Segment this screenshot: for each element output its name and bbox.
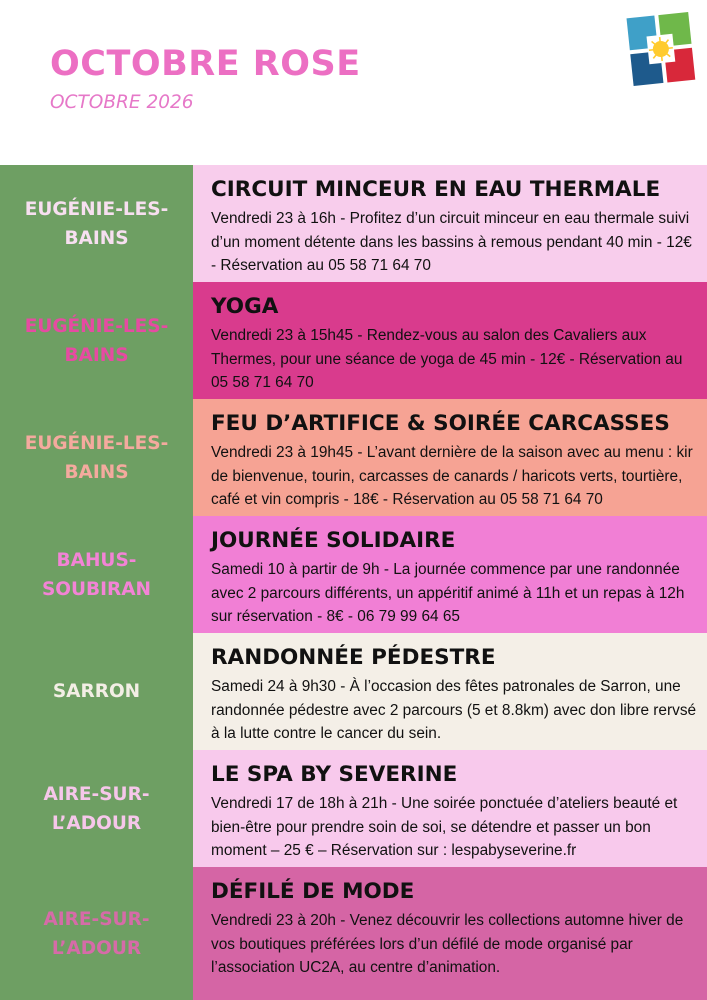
event-description: Samedi 10 à partir de 9h - La journée commence par une randonnée avec 2 parcours différents, un appéritif animé à 11h et un repas à 12h sur réservation - 8€ - 06 79 99 64 65 xyxy=(211,561,685,625)
logo xyxy=(626,11,696,89)
event-title: LE SPA BY SEVERINE xyxy=(211,762,458,787)
event-description: Vendredi 23 à 20h - Venez découvrir les collections automne hiver de vos boutiques préférées lors d’un défilé de mode organisé par l’association UC2A, au centre d’animation. xyxy=(211,912,684,976)
event-title: JOURNÉE SOLIDAIRE xyxy=(211,528,456,553)
event-place: SARRON xyxy=(52,681,141,702)
event-card xyxy=(193,633,707,750)
event-title: DÉFILÉ DE MODE xyxy=(211,879,415,904)
event-card xyxy=(193,165,707,282)
event-description: Vendredi 23 à 19h45 - L’avant dernière de la saison avec au menu : kir de bienvenue, tourin, carcasses de canards / haricots verts, tourtière, café et vin compris - 18€ - Réservation au 05 58 71 64 70 xyxy=(211,444,693,508)
event-place: AIRE-SUR-L’ADOUR xyxy=(43,908,150,959)
page-subtitle: OCTOBRE 2026 xyxy=(50,92,194,113)
event-card xyxy=(193,750,707,867)
event-description: Vendredi 23 à 16h - Profitez d’un circuit minceur en eau thermale suivi d’un moment détente dans les bassins à remous pendant 40 min - 12€ - Réservation au 05 58 71 64 70 xyxy=(211,210,692,274)
event-row xyxy=(0,750,707,867)
event-card xyxy=(193,399,707,516)
event-place: EUGÉNIE-LES-BAINS xyxy=(24,315,169,366)
event-card xyxy=(193,282,707,399)
event-description: Vendredi 17 de 18h à 21h - Une soirée ponctuée d’ateliers beauté et bien-être pour prendre soin de soi, se détendre et passer un bon moment – 25 € – Réservation sur : lespabyseverine.fr xyxy=(211,795,678,859)
event-place: AIRE-SUR-L’ADOUR xyxy=(43,783,150,834)
event-place: EUGÉNIE-LES-BAINS xyxy=(24,198,169,249)
event-row xyxy=(0,282,707,399)
event-row xyxy=(0,867,707,1000)
event-row xyxy=(0,399,707,516)
page-title: OCTOBRE ROSE xyxy=(50,44,361,84)
event-description: Samedi 24 à 9h30 - À l’occasion des fêtes patronales de Sarron, une randonnée pédestre avec 2 parcours (5 et 8.8km) avec don libre rervsé à la lutte contre le cancer du sein. xyxy=(211,678,697,742)
event-place: BAHUS-SOUBIRAN xyxy=(41,549,152,600)
event-description: Vendredi 23 à 15h45 - Rendez-vous au salon des Cavaliers aux Thermes, pour une séance de yoga de 45 min - 12€ - Réservation au 05 58 71 64 70 xyxy=(211,327,683,391)
event-title: YOGA xyxy=(211,294,279,319)
header xyxy=(0,0,707,165)
event-row xyxy=(0,516,707,633)
event-row xyxy=(0,165,707,282)
event-title: RANDONNÉE PÉDESTRE xyxy=(211,645,496,670)
event-card xyxy=(193,516,707,633)
event-card xyxy=(193,867,707,1000)
event-title: FEU D’ARTIFICE & SOIRÉE CARCASSES xyxy=(211,411,670,436)
event-title: CIRCUIT MINCEUR EN EAU THERMALE xyxy=(211,177,661,202)
event-row xyxy=(0,633,707,750)
event-place: EUGÉNIE-LES-BAINS xyxy=(24,432,169,483)
